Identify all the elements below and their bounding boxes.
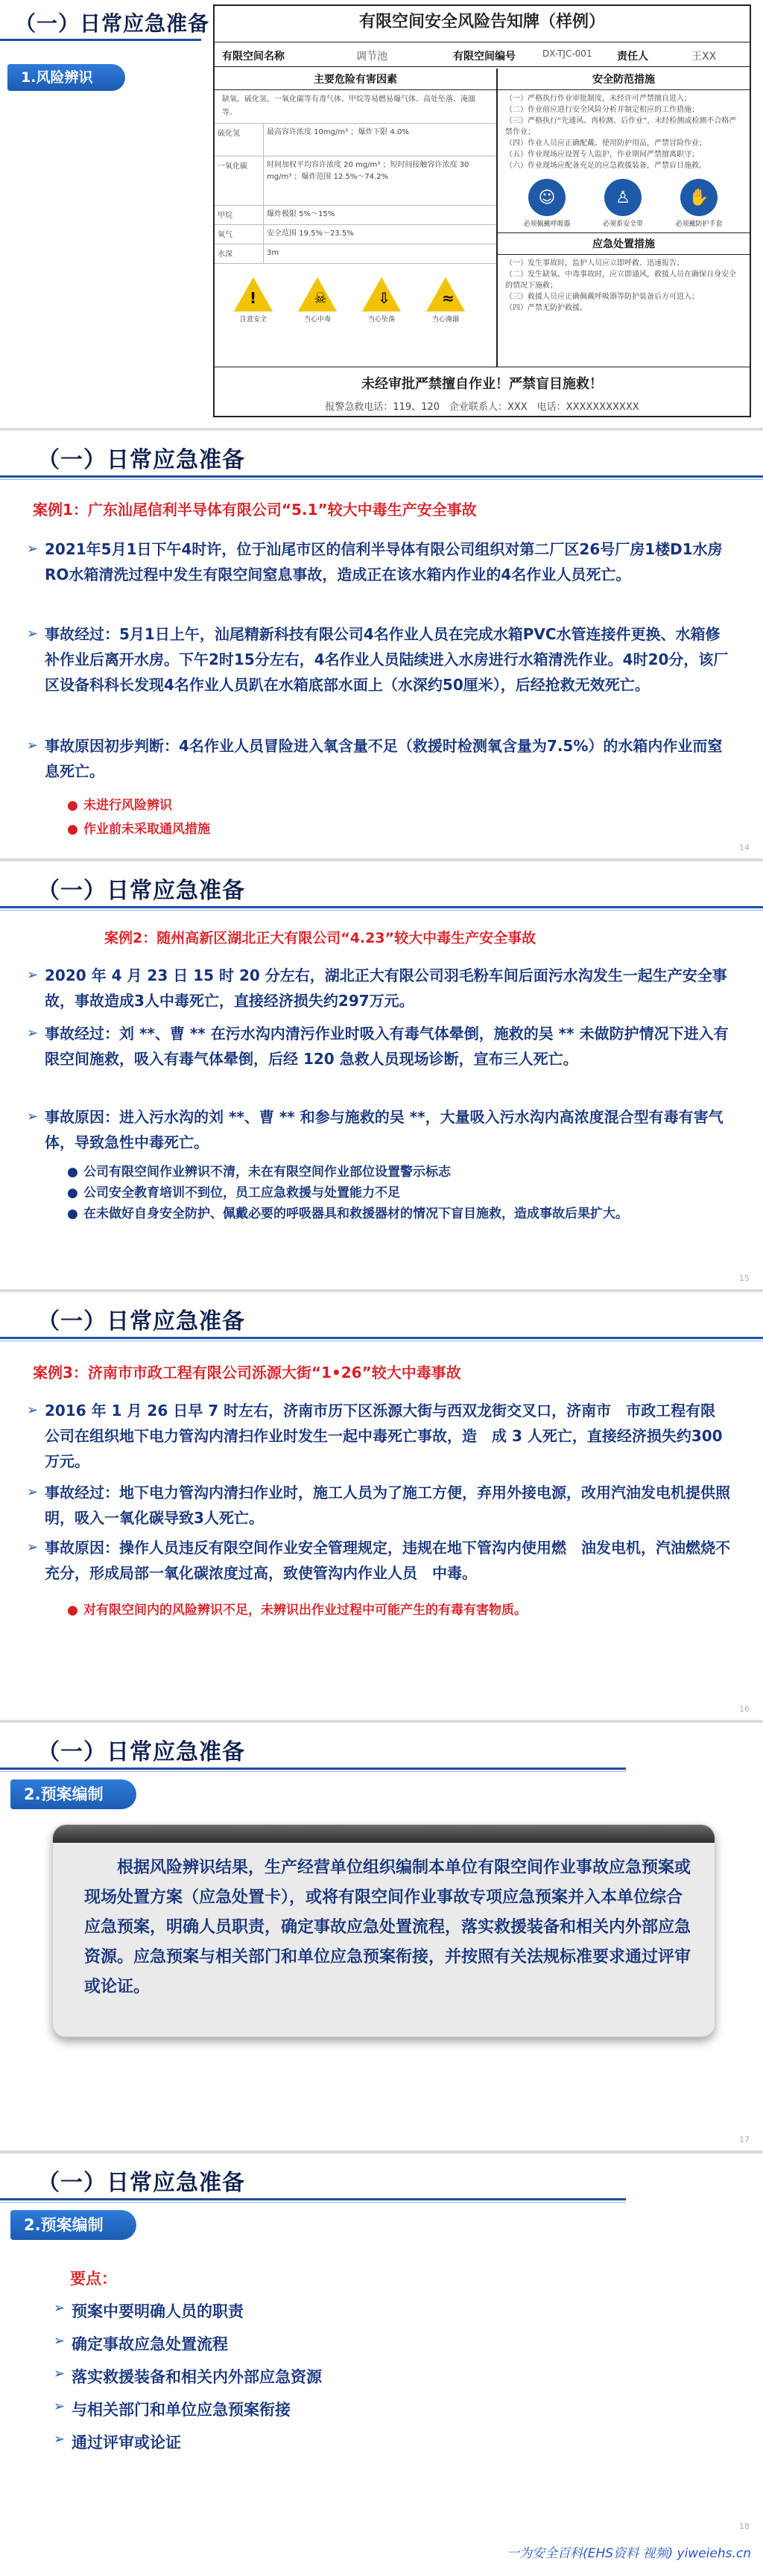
cause-text: 在未做好自身安全防护、佩戴必要的呼吸器具和救援器材的情况下盲目施救，造成事故后果扩大。 <box>83 1206 628 1221</box>
hazard-name: 一氧化碳 <box>215 156 264 205</box>
space-name-value: 调节池 <box>356 51 387 63</box>
risk-notice-board <box>213 4 751 417</box>
poison-icon: ☠ <box>298 277 337 311</box>
ppe-label: 必须系安全带 <box>602 221 643 228</box>
header-rule <box>0 1337 763 1339</box>
slide-title: （一）日常应急准备 <box>37 878 245 904</box>
case-bullet <box>27 1480 730 1531</box>
arrow-bullet-icon: ➢ <box>27 1539 39 1555</box>
prevention-item: （六）作业现场应配备充足的应急救援装备，严禁盲目施救。 <box>505 162 706 170</box>
page-number: 17 <box>739 2135 750 2145</box>
slide-header <box>0 872 763 903</box>
header-rule <box>0 1768 626 1770</box>
bullet-text: 事故原因：进入污水沟的刘 **、曹 ** 和参与施救的吴 **，大量吸入污水沟内高浓度混合型有毒有害气体，导致急性中毒死亡。 <box>45 1108 724 1151</box>
bullet-text: 2021年5月1日下午4时许，位于汕尾市区的信利半导体有限公司组织对第二厂区26号厂房1楼D1水房RO水箱清洗过程中发生有限空间窒息事故，造成正在该水箱内作业的4名作业人员死亡。 <box>45 540 723 583</box>
board-info-row <box>215 42 750 67</box>
section-tag: 2.预案编制 <box>10 2210 136 2240</box>
hazard-value: 3m <box>267 249 279 257</box>
prevention-column <box>498 69 750 367</box>
cause-point <box>67 796 724 815</box>
bullet-text: 2016 年 1 月 26 日早 7 时左右，济南市历下区泺源大街与西双龙街交叉口，济南市 市政工程有限公司在组织地下电力管沟内清扫作业时发生一起中毒死亡事故，造 成 3 人死亡，直接经济损失约300万元。 <box>45 1402 723 1470</box>
arrow-bullet-icon: ➢ <box>27 1402 39 1418</box>
cause-point <box>67 1204 724 1224</box>
case-bullet <box>27 537 730 587</box>
bullet-text: 2020 年 4 月 23 日 15 时 20 分左右，湖北正大有限公司羽毛粉车间后面污水沟发生一起生产安全事故，事故造成3人中毒死亡，直接经济损失约297万元。 <box>45 966 727 1010</box>
hazard-description: 缺氧、硫化氢、一氧化碳等有毒气体、甲烷等易燃易爆气体、高处坠落、淹溺等。 <box>215 90 496 124</box>
fall-icon: ⇩ <box>362 277 401 311</box>
ppe-label: 必须佩戴呼吸器 <box>523 221 571 228</box>
gloves-icon: ✋ <box>680 179 718 216</box>
warning-sign <box>291 277 344 323</box>
hazard-row <box>215 206 496 225</box>
prevention-heading: 安全防范措施 <box>498 69 750 90</box>
card-header-bar <box>53 1825 715 1843</box>
keypoint-item <box>54 2431 181 2453</box>
cause-point <box>67 1162 724 1182</box>
slide-risk-sign <box>0 0 763 428</box>
keypoint-item <box>54 2300 244 2322</box>
keypoint-text: 预案中要明确人员的职责 <box>72 2303 244 2320</box>
slide-title: （一）日常应急准备 <box>37 1308 245 1335</box>
dot-bullet-icon: ● <box>67 1186 78 1200</box>
page-number: 16 <box>739 1704 750 1714</box>
slide-title: （一）日常应急准备 <box>37 2170 245 2196</box>
board-title: 有限空间安全风险告知牌（样例） <box>358 13 605 31</box>
space-code-label: 有限空间编号 <box>453 51 516 63</box>
cause-text: 公司安全教育培训不到位，员工应急救援与处置能力不足 <box>83 1186 400 1200</box>
hazard-row <box>215 156 496 206</box>
emergency-item: （一）发生事故时，监护人员应立即呼救、迅速报告； <box>505 259 684 268</box>
arrow-bullet-icon: ➢ <box>54 2366 66 2382</box>
emergency-list <box>498 255 750 317</box>
hazard-value: 时间加权平均容许浓度 20 mg/m³ ；短时间接触容许浓度 30 mg/m³ ；爆炸范围 12.5%～74.2% <box>267 161 469 181</box>
arrow-bullet-icon: ➢ <box>27 541 39 557</box>
hazard-value: 爆炸极限 5%～15% <box>267 210 335 218</box>
case-bullet <box>27 1398 730 1474</box>
header-rule <box>0 2198 626 2200</box>
slide-case-1 <box>0 431 763 858</box>
arrow-bullet-icon: ➢ <box>27 1025 39 1041</box>
bullet-text: 事故原因：操作人员违反有限空间作业安全管理规定，违规在地下管沟内使用燃 油发电机，汽油燃烧不充分，形成局部一氧化碳浓度过高，致使管沟内作业人员 中毒。 <box>45 1539 730 1582</box>
emergency-item: （三）救援人员应正确佩戴呼吸器等防护装备后方可进入； <box>505 293 699 301</box>
arrow-bullet-icon: ➢ <box>27 967 39 983</box>
page-number: 14 <box>739 843 750 852</box>
arrow-bullet-icon: ➢ <box>27 738 39 753</box>
hazard-value: 安全范围 19.5%～23.5% <box>267 230 354 238</box>
bullet-text: 事故经过：刘 **、曹 ** 在污水沟内清污作业时吸入有毒气体晕倒，施救的吴 ** 未做防护情况下进入有限空间施救，吸入有毒气体晕倒，后经 120 急救人员现场诊断，宣布三人死亡。 <box>45 1025 729 1068</box>
prevention-item: （一）严格执行作业审批制度，未经许可严禁擅自进入； <box>505 95 691 103</box>
dot-bullet-icon: ● <box>67 822 78 837</box>
space-name-label: 有限空间名称 <box>222 51 285 63</box>
arrow-bullet-icon: ➢ <box>54 2333 66 2349</box>
cause-point <box>67 1601 724 1620</box>
case-bullet <box>27 621 730 697</box>
case-bullet <box>27 963 730 1013</box>
keypoint-item <box>54 2398 291 2420</box>
header-rule-thin <box>0 479 763 480</box>
bullet-text: 事故经过：5月1日上午，汕尾精新科技有限公司4名作业人员在完成水箱PVC水管连接件更换、水箱修补作业后离开水房。下午2时15分左右，4名作业人员陆续进入水房进行水箱清洗作业。4时20分，该厂区设备科科长发现4名作业人员趴在水箱底部水面上（水深约50厘米），后经抢救无效死亡。 <box>45 625 729 694</box>
ppe-icons <box>498 174 750 232</box>
slide-plan-overview <box>0 1723 763 2151</box>
section-tag: 2.预案编制 <box>10 1779 136 1809</box>
prevention-list <box>498 90 750 174</box>
cause-text: 对有限空间内的风险辨识不足，未辨识出作业过程中可能产生的有毒有害物质。 <box>83 1603 527 1618</box>
case-title: 案例1：广东汕尾信利半导体有限公司“5.1”较大中毒生产安全事故 <box>33 501 477 519</box>
warning-icons <box>215 264 496 337</box>
emergency-item: （二）发生缺氧、中毒事故时，应立即通风，救援人员在确保自身安全的情况下施救； <box>505 270 736 290</box>
dot-bullet-icon: ● <box>67 1206 78 1221</box>
ppe-sign <box>520 179 574 228</box>
hazard-name: 硫化氢 <box>215 124 264 156</box>
case-title: 案例3：济南市市政工程有限公司泺源大街“1•26”较大中毒事故 <box>33 1364 461 1382</box>
case-bullet <box>27 1104 730 1155</box>
section-tag: 1.风险辨识 <box>7 64 125 91</box>
prevention-item: （二）作业前应进行安全风险分析并制定相应的工作措施； <box>505 106 699 114</box>
page-number: 15 <box>739 1273 750 1283</box>
bullet-text: 事故经过：地下电力管沟内清扫作业时，施工人员为了施工方便，弃用外接电源，改用汽油发电机提供照明，吸入一氧化碳导致3人死亡。 <box>45 1484 730 1527</box>
warning-label: 当心中毒 <box>303 316 331 323</box>
keypoints-heading: 要点： <box>70 2270 117 2288</box>
slide-case-3 <box>0 1292 763 1720</box>
footer-brand-link[interactable]: 一为安全百科(EHS资料 视频) yiweiehs.cn <box>507 2546 751 2561</box>
keypoint-item <box>54 2332 228 2355</box>
warning-sign <box>355 277 408 323</box>
header-rule-thin <box>0 2202 626 2203</box>
keypoint-text: 确定事故应急处置流程 <box>72 2335 228 2353</box>
hazard-name: 氧气 <box>215 225 264 244</box>
arrow-bullet-icon: ➢ <box>54 2300 66 2316</box>
cause-text: 未进行风险辨识 <box>83 798 172 813</box>
slide-title: （一）日常应急准备 <box>15 11 210 36</box>
case-bullet <box>27 1021 730 1072</box>
warning-label: 当心淹溺 <box>431 316 459 323</box>
slide-header <box>0 1733 763 1765</box>
ppe-sign <box>672 179 726 228</box>
board-footer <box>215 367 750 417</box>
respirator-icon: ☺ <box>528 179 566 216</box>
owner-value: 王XX <box>691 51 717 63</box>
ppe-sign <box>596 179 650 228</box>
keypoint-text: 落实救援装备和相关内外部应急资源 <box>72 2368 322 2386</box>
arrow-bullet-icon: ➢ <box>54 2431 66 2447</box>
plan-card <box>52 1824 715 2037</box>
case-title: 案例2：随州高新区湖北正大有限公司“4.23”较大中毒生产安全事故 <box>104 930 536 946</box>
hazard-heading: 主要危险有害因素 <box>215 69 496 90</box>
slide-header <box>0 1303 763 1334</box>
plan-text: 根据风险辨识结果，生产经营单位组织编制本单位有限空间作业事故应急预案或现场处置方案（应急处置卡），或将有限空间作业事故专项应急预案并入本单位综合应急预案，明确人员职责，确定事故应急处置流程，落实救援装备和相关内外部应急资源。应急预案与相关部门和单位应急预案衔接，并按照有关法规标准要求通过评审或论证。 <box>84 1858 691 1996</box>
keypoint-text: 与相关部门和单位应急预案衔接 <box>72 2401 291 2419</box>
warning-label: 当心坠落 <box>367 316 395 323</box>
arrow-bullet-icon: ➢ <box>27 1484 39 1500</box>
slide-header <box>0 441 763 472</box>
prevention-item: （三）严格执行“先通风、再检测、后作业”，未经检测或检测不合格严禁作业； <box>505 117 737 136</box>
cause-text: 公司有限空间作业辨识不清，未在有限空间作业部位设置警示标志 <box>83 1165 451 1180</box>
slide-case-2 <box>0 861 763 1289</box>
header-rule <box>0 39 201 41</box>
warning-sign <box>419 277 472 323</box>
arrow-bullet-icon: ➢ <box>27 626 39 642</box>
caution-icon: ! <box>234 277 273 311</box>
cause-point <box>67 820 724 839</box>
hazard-column <box>215 69 496 367</box>
page-number: 18 <box>739 2522 750 2531</box>
ppe-label: 必须戴防护手套 <box>675 221 723 228</box>
dot-bullet-icon: ● <box>67 798 78 813</box>
warning-label: 注意安全 <box>239 316 267 323</box>
cause-point <box>67 1183 724 1203</box>
board-contact: 报警急救电话：119、120 企业联系人：XXX 电话：XXXXXXXXXXX <box>325 402 639 413</box>
slide-title: （一）日常应急准备 <box>37 447 245 473</box>
cause-text: 作业前未采取通风措施 <box>83 822 210 837</box>
prevention-item: （五）作业现场应设置专人监护，作业期间严禁擅离职守； <box>505 151 699 159</box>
slide-plan-keypoints <box>0 2153 763 2576</box>
emergency-item: （四）严禁无防护救援。 <box>505 304 587 312</box>
hazard-name: 水深 <box>215 244 264 263</box>
space-code-value: DX-TJC-001 <box>542 48 592 59</box>
slide-header <box>0 2164 763 2195</box>
bullet-text: 事故原因初步判断：4名作业人员冒险进入氧含量不足（救援时检测氧含量为7.5%）的水箱内作业而窒息死亡。 <box>45 737 723 780</box>
hazard-name: 甲烷 <box>215 206 264 224</box>
prevention-item: （四）作业人员应正确配戴、使用防护用品，严禁冒险作业； <box>505 139 706 148</box>
hazard-row <box>215 124 496 156</box>
warning-sign <box>227 277 280 323</box>
keypoint-text: 通过评审或论证 <box>72 2434 181 2452</box>
header-rule <box>0 906 763 908</box>
header-rule <box>0 475 763 478</box>
emergency-heading: 应急处置措施 <box>498 232 750 255</box>
harness-icon: ♙ <box>604 179 642 216</box>
dot-bullet-icon: ● <box>67 1165 78 1180</box>
case-bullet <box>27 1535 730 1586</box>
hazard-row <box>215 244 496 264</box>
drowning-icon: ≈ <box>426 277 465 311</box>
slide-title: （一）日常应急准备 <box>37 1739 245 1765</box>
hazard-row <box>215 225 496 244</box>
header-rule-thin <box>0 910 763 911</box>
dot-bullet-icon: ● <box>67 1603 78 1618</box>
owner-label: 责任人 <box>617 51 648 63</box>
board-warning: 未经审批严禁擅自作业！严禁盲目施救！ <box>361 376 603 392</box>
keypoint-item <box>54 2365 322 2387</box>
case-bullet <box>27 733 730 784</box>
arrow-bullet-icon: ➢ <box>27 1109 39 1124</box>
arrow-bullet-icon: ➢ <box>54 2399 66 2414</box>
hazard-value: 最高容许浓度 10mg/m³ ；爆炸下限 4.0% <box>267 128 409 136</box>
header-rule-thin <box>0 1771 626 1772</box>
